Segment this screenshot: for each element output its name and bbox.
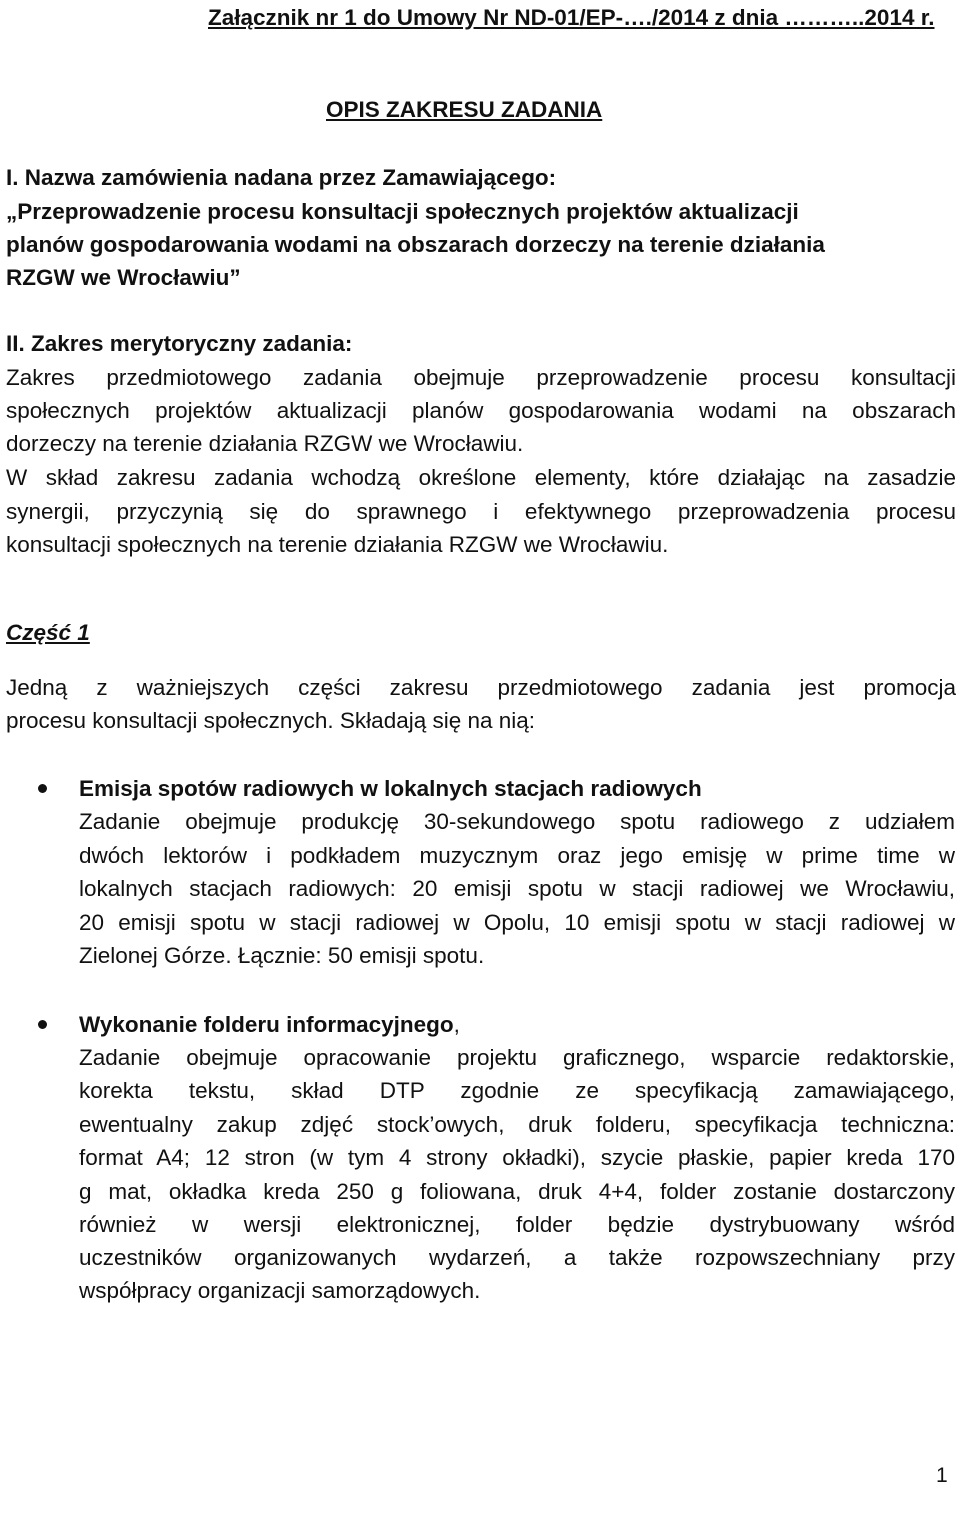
item-1-title: Emisja spotów radiowych w lokalnych stacjach radiowych <box>79 776 702 801</box>
section-1-line: planów gospodarowania wodami na obszarach dorzeczy na terenie działania <box>6 232 825 257</box>
item-2-title: Wykonanie folderu informacyjnego <box>79 1012 454 1037</box>
list-item-title <box>79 1011 460 1039</box>
list-item-title <box>79 775 702 803</box>
section-1-heading: I. Nazwa zamówienia nadana przez Zamawiającego: <box>6 165 557 190</box>
section-2-paragraph-1-line: dorzeczy na terenie działania RZGW we Wrocławiu. <box>6 431 524 456</box>
list-item-line: Zadanie obejmuje produkcję 30-sekundowego spotu radiowego z udziałem <box>79 809 955 834</box>
list-item-line: również w wersji elektronicznej, folder będzie dystrybuowany wśród <box>79 1212 955 1237</box>
list-item-line: ewentualny zakup zdjęć stock’owych, druk folderu, specyfikacja techniczna: <box>79 1112 955 1137</box>
document-header: Załącznik nr 1 do Umowy Nr ND-01/EP-…./2014 z dnia ………..2014 r. <box>208 5 935 30</box>
part-1-heading: Część 1 <box>6 620 90 645</box>
page-number: 1 <box>936 1464 948 1487</box>
list-item-line: uczestników organizowanych wydarzeń, a także rozpowszechniany przy <box>79 1245 955 1270</box>
list-item-line: g mat, okładka kreda 250 g foliowana, druk 4+4, folder zostanie dostarczony <box>79 1179 955 1204</box>
bullet-icon <box>38 784 47 793</box>
bullet-icon <box>38 1020 47 1029</box>
section-2-paragraph-2-line: konsultacji społecznych na terenie działania RZGW we Wrocławiu. <box>6 532 669 557</box>
list-item-line: współpracy organizacji samorządowych. <box>79 1278 481 1303</box>
list-item-line: lokalnych stacjach radiowych: 20 emisji spotu w stacji radiowej we Wrocławiu, <box>79 876 955 901</box>
list-item-line: korekta tekstu, skład DTP zgodnie ze specyfikacją zamawiającego, <box>79 1078 955 1103</box>
list-item-line: Zielonej Górze. Łącznie: 50 emisji spotu. <box>79 943 485 968</box>
section-2-heading: II. Zakres merytoryczny zadania: <box>6 331 353 356</box>
part-1-intro-line: Jedną z ważniejszych części zakresu przedmiotowego zadania jest promocja <box>6 675 956 700</box>
section-1-line: RZGW we Wrocławiu” <box>6 265 241 290</box>
list-item-line: format A4; 12 stron (w tym 4 strony okładki), szycie płaskie, papier kreda 170 <box>79 1145 955 1170</box>
section-2-paragraph-2-line: W skład zakresu zadania wchodzą określone elementy, które działając na zasadzie <box>6 465 956 490</box>
item-2-title-suffix: , <box>453 1012 460 1037</box>
list-item-line: 20 emisji spotu w stacji radiowej w Opolu, 10 emisji spotu w stacji radiowej w <box>79 910 955 935</box>
section-2-paragraph-1-line: społecznych projektów aktualizacji planów gospodarowania wodami na obszarach <box>6 398 956 423</box>
part-1-intro-line: procesu konsultacji społecznych. Składają się na nią: <box>6 708 536 733</box>
section-2-paragraph-1-line: Zakres przedmiotowego zadania obejmuje przeprowadzenie procesu konsultacji <box>6 365 956 390</box>
section-1-line: „Przeprowadzenie procesu konsultacji społecznych projektów aktualizacji <box>6 199 799 224</box>
section-2-paragraph-2-line: synergii, przyczynią się do sprawnego i efektywnego przeprowadzenia procesu <box>6 499 956 524</box>
list-item-line: dwóch lektorów i podkładem muzycznym oraz jego emisję w prime time w <box>79 843 955 868</box>
list-item-line: Zadanie obejmuje opracowanie projektu graficznego, wsparcie redaktorskie, <box>79 1045 955 1070</box>
document-title: OPIS ZAKRESU ZADANIA <box>326 97 603 122</box>
